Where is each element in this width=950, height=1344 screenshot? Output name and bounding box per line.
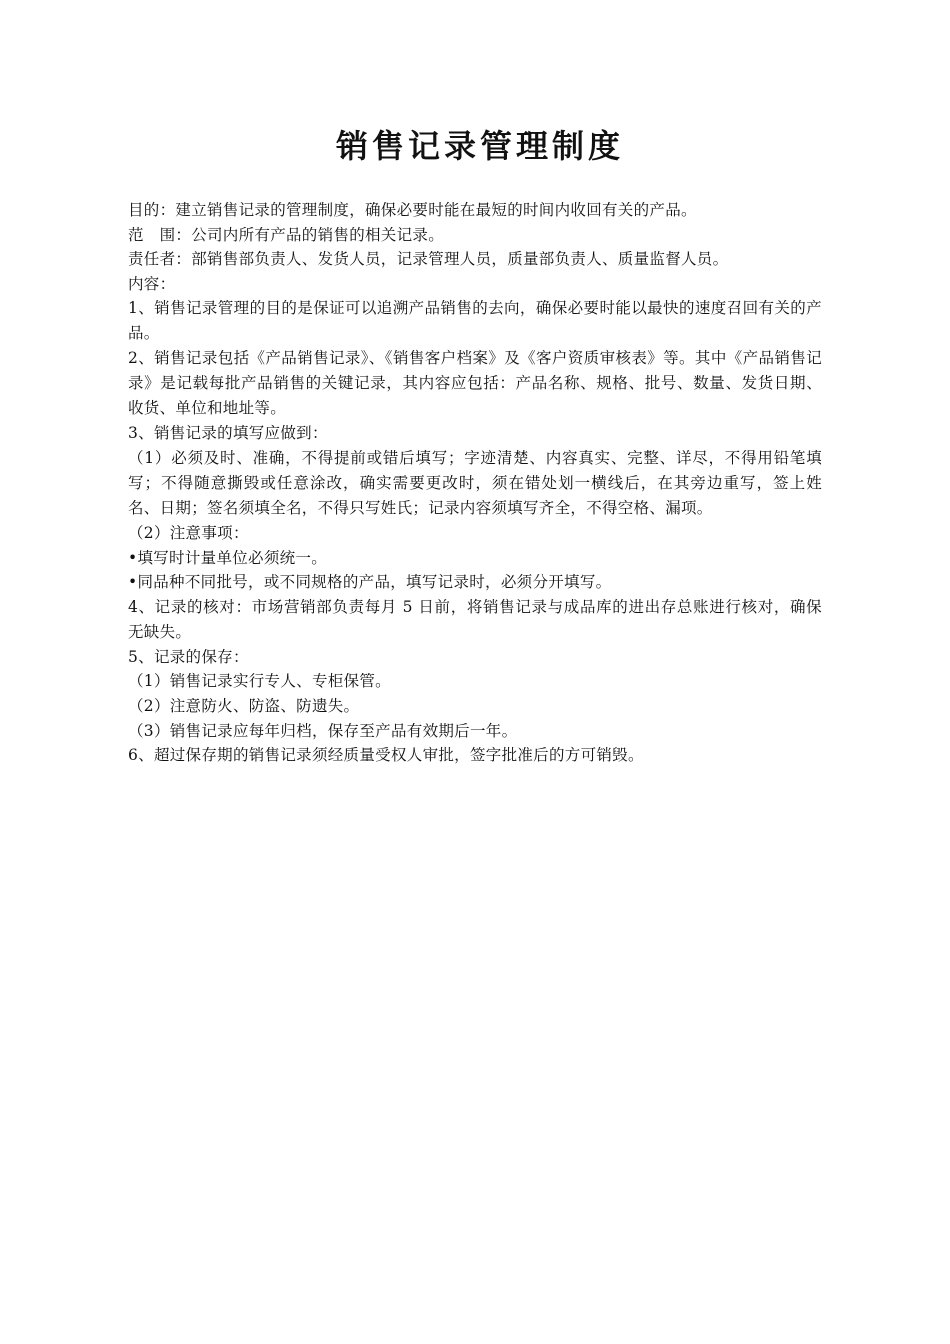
document-body (128, 198, 822, 768)
clause-3-item-2: （2）注意事项： (128, 523, 249, 542)
clause-4: 4、记录的核对：市场营销部负责每月 5 日前，将销售记录与成品库的进出存总账进行核对，确保无缺失。 (128, 597, 822, 641)
clause-3-heading: 3、销售记录的填写应做到： (128, 424, 328, 443)
responsible-line: 责任者：部销售部负责人、发货人员，记录管理人员，质量部负责人、质量监督人员。 (128, 250, 729, 269)
clause-1: 1、销售记录管理的目的是保证可以追溯产品销售的去向，确保必要时能以最快的速度召回有关的产品。 (128, 299, 822, 343)
clause-6: 6、超过保存期的销售记录须经质量受权人审批，签字批准后的方可销毁。 (128, 746, 644, 765)
scope-line: 范 围：公司内所有产品的销售的相关记录。 (128, 225, 445, 244)
clause-5-item-3: （3）销售记录应每年归档，保存至产品有效期后一年。 (128, 721, 518, 740)
clause-5-heading: 5、记录的保存： (128, 647, 249, 666)
content-heading: 内容： (128, 274, 176, 293)
clause-2: 2、销售记录包括《产品销售记录》、《销售客户档案》及《客户资质审核表》等。其中《产品销售记录》是记载每批产品销售的关键记录，其内容应包括：产品名称、规格、批号、数量、发货日期、收货、单位和地址等。 (128, 349, 822, 418)
document-title: 销售记录管理制度 (335, 127, 624, 165)
bullet-item-2: •同品种不同批号，或不同规格的产品，填写记录时，必须分开填写。 (128, 573, 612, 592)
clause-3-item-1: （1）必须及时、准确，不得提前或错后填写；字迹清楚、内容真实、完整、详尽，不得用铅笔填写；不得随意撕毁或任意涂改，确实需要更改时，须在错处划一横线后，在其旁边重写，签上姓名、日期；签名须填全名，不得只写姓氏；记录内容须填写齐全，不得空格、漏项。 (128, 448, 822, 517)
clause-5-item-1: （1）销售记录实行专人、专柜保管。 (128, 672, 391, 691)
purpose-line: 目的：建立销售记录的管理制度，确保必要时能在最短的时间内收回有关的产品。 (128, 201, 697, 219)
clause-5-item-2: （2）注意防火、防盗、防遗失。 (128, 696, 360, 715)
bullet-item-1: •填写时计量单位必须统一。 (128, 548, 328, 567)
